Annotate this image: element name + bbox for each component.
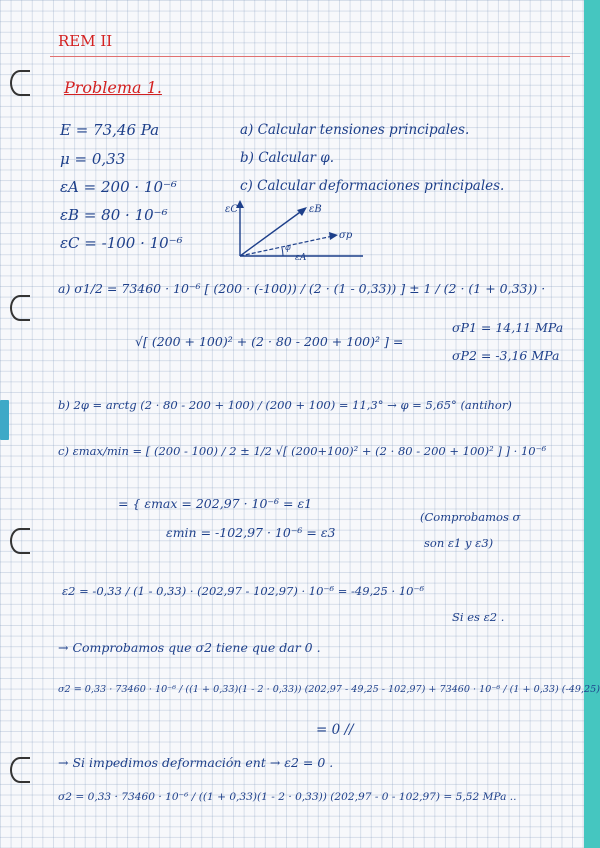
work-a-result1: σP1 = 14,11 MPa [452, 320, 564, 335]
work-c-note2: son ε1 y ε3) [424, 536, 494, 550]
binder-hole [10, 528, 30, 554]
work-c-result2: εmin = -102,97 · 10⁻⁶ = ε3 [166, 525, 336, 540]
work-impose-line: → Si impedimos deformación ent → ε2 = 0 . [58, 755, 334, 770]
work-c-result1: = { εmax = 202,97 · 10⁻⁶ = ε1 [118, 496, 313, 511]
problem-title: Problema 1. [64, 78, 162, 97]
given-eb: εB = 80 · 10⁻⁶ [60, 206, 168, 224]
page-edge-strip [584, 0, 600, 848]
task-b: b) Calcular φ. [240, 150, 335, 166]
label-ec: εC [225, 204, 239, 215]
given-mu: μ = 0,33 [60, 150, 126, 168]
margin-line [50, 56, 570, 57]
work-c-note1: (Comprobamos σ [420, 510, 521, 524]
work-zero: = 0 // [316, 722, 354, 738]
work-e2-note: Si es ε2 . [452, 610, 505, 624]
work-e2-line: ε2 = -0,33 / (1 - 0,33) · (202,97 - 102,97) · 10⁻⁶ = -49,25 · 10⁻⁶ [62, 584, 425, 598]
margin-logo [0, 400, 9, 440]
task-a: a) Calcular tensiones principales. [240, 122, 470, 138]
binder-hole [10, 295, 30, 321]
work-s2-line: σ2 = 0,33 · 73460 · 10⁻⁶ / ((1 + 0,33)(1 - 2 · 0,33)) (202,97 - 49,25 - 102,97) + 73460 · 10⁻⁶ / (1 + 0,33) (-49,25) [58, 684, 600, 695]
binder-hole [10, 70, 30, 96]
label-eb: εB [309, 204, 322, 215]
work-a-line2: √[ (200 + 100)² + (2 · 80 - 200 + 100)² ] = [135, 334, 404, 349]
label-phi: φ [285, 243, 291, 252]
rosette-diagram [225, 198, 375, 260]
given-ec: εC = -100 · 10⁻⁶ [60, 234, 183, 252]
label-sp: σp [339, 230, 353, 241]
arrow-b [297, 207, 307, 216]
angle-arc [282, 248, 283, 256]
work-b-line: b) 2φ = arctg (2 · 80 - 200 + 100) / (200 + 100) = 11,3° → φ = 5,65° (antihor) [58, 398, 512, 412]
label-ea: εA [295, 253, 307, 260]
work-a-result2: σP2 = -3,16 MPa [452, 348, 560, 363]
work-a-line1: a) σ1/2 = 73460 · 10⁻⁶ [ (200 · (-100)) / (2 · (1 - 0,33)) ] ± 1 / (2 · (1 + 0,33)) · [58, 281, 546, 296]
work-final-line: σ2 = 0,33 · 73460 · 10⁻⁶ / ((1 + 0,33)(1 - 2 · 0,33)) (202,97 - 0 - 102,97) = 5,52 MPa .. [58, 791, 517, 803]
work-c-line: c) εmax/min = [ (200 - 100) / 2 ± 1/2 √[ (200+100)² + (2 · 80 - 200 + 100)² ] ] · 10⁻⁶ [58, 444, 547, 458]
binder-hole [10, 757, 30, 783]
given-ea: εA = 200 · 10⁻⁶ [60, 178, 177, 196]
work-check-line: → Comprobamos que σ2 tiene que dar 0 . [58, 640, 321, 655]
page-header: REM II [58, 32, 113, 50]
arrow-sp [329, 232, 338, 240]
task-c: c) Calcular deformaciones principales. [240, 178, 505, 194]
given-e: E = 73,46 Pa [60, 121, 160, 139]
